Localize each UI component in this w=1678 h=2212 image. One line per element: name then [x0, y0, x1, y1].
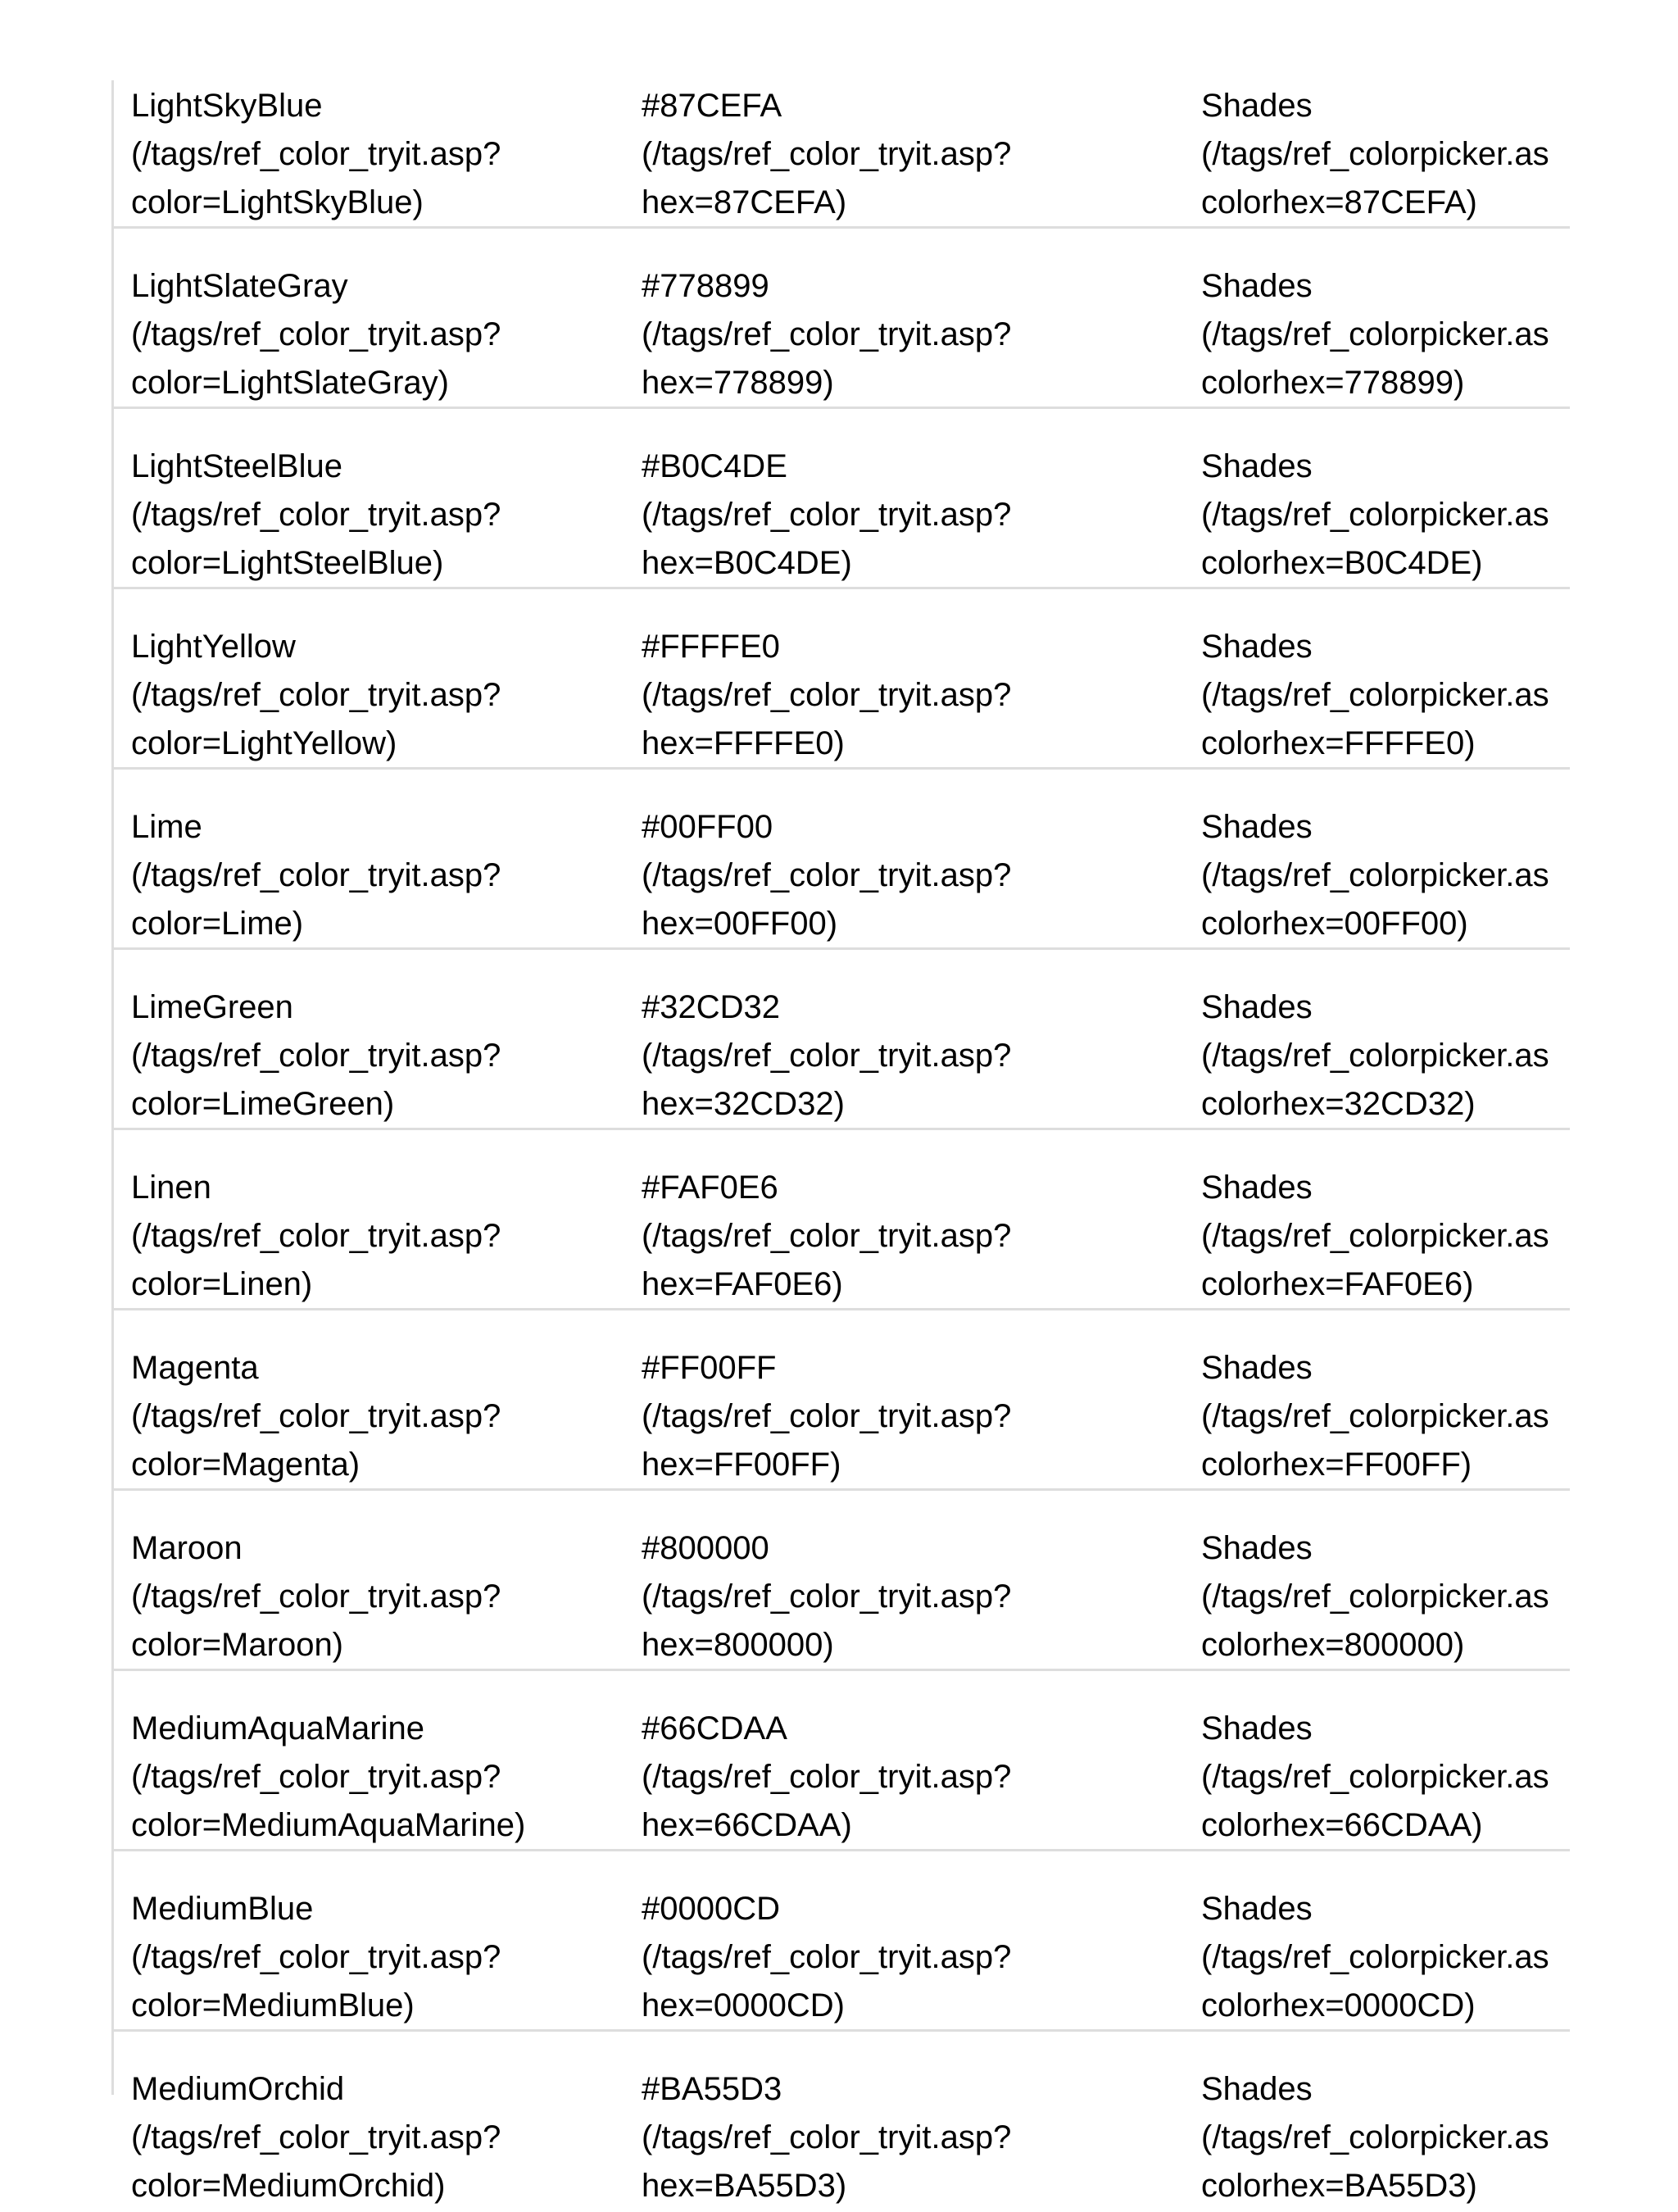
color-shades-link[interactable]: Shades (/tags/ref_colorpicker.as colorhex=66CDAA) [1201, 1710, 1549, 1843]
color-name-link[interactable]: Maroon (/tags/ref_color_tryit.asp? color=Maroon) [131, 1530, 501, 1663]
color-name-link[interactable]: MediumAquaMarine (/tags/ref_color_tryit.asp? color=MediumAquaMarine) [131, 1710, 526, 1843]
table-row [114, 1130, 1570, 1310]
table-row [114, 80, 1570, 229]
color-shades-link[interactable]: Shades (/tags/ref_colorpicker.as colorhex=FF00FF) [1201, 1350, 1549, 1483]
color-hex-link[interactable]: #0000CD (/tags/ref_color_tryit.asp? hex=0000CD) [642, 1891, 1012, 2024]
table-row [114, 589, 1570, 770]
color-hex-link[interactable]: #BA55D3 (/tags/ref_color_tryit.asp? hex=BA55D3) [642, 2071, 1012, 2204]
table-row [114, 2032, 1570, 2212]
color-name-link[interactable]: LimeGreen (/tags/ref_color_tryit.asp? color=LimeGreen) [131, 989, 501, 1122]
color-hex-link[interactable]: #B0C4DE (/tags/ref_color_tryit.asp? hex=B0C4DE) [642, 448, 1012, 581]
color-table-viewport [0, 80, 1570, 2204]
color-shades-link[interactable]: Shades (/tags/ref_colorpicker.as colorhex=778899) [1201, 268, 1549, 401]
color-name-link[interactable]: LightSteelBlue (/tags/ref_color_tryit.asp? color=LightSteelBlue) [131, 448, 501, 581]
table-row [114, 1851, 1570, 2032]
color-shades-link[interactable]: Shades (/tags/ref_colorpicker.as colorhex=00FF00) [1201, 809, 1549, 942]
color-name-link[interactable]: Magenta (/tags/ref_color_tryit.asp? color=Magenta) [131, 1350, 501, 1483]
table-row [114, 1671, 1570, 1851]
color-shades-link[interactable]: Shades (/tags/ref_colorpicker.as colorhex=FFFFE0) [1201, 629, 1549, 761]
color-table [114, 80, 1570, 2212]
color-shades-link[interactable]: Shades (/tags/ref_colorpicker.as colorhex=0000CD) [1201, 1891, 1549, 2024]
color-hex-link[interactable]: #800000 (/tags/ref_color_tryit.asp? hex=800000) [642, 1530, 1012, 1663]
color-name-link[interactable]: LightYellow (/tags/ref_color_tryit.asp? color=LightYellow) [131, 629, 501, 761]
table-row [114, 950, 1570, 1130]
color-name-link[interactable]: MediumOrchid (/tags/ref_color_tryit.asp? color=MediumOrchid) [131, 2071, 501, 2204]
color-shades-link[interactable]: Shades (/tags/ref_colorpicker.as colorhex=FAF0E6) [1201, 1170, 1549, 1302]
color-name-link[interactable]: Linen (/tags/ref_color_tryit.asp? color=Linen) [131, 1170, 501, 1302]
color-hex-link[interactable]: #FF00FF (/tags/ref_color_tryit.asp? hex=FF00FF) [642, 1350, 1012, 1483]
color-name-link[interactable]: Lime (/tags/ref_color_tryit.asp? color=Lime) [131, 809, 501, 942]
color-hex-link[interactable]: #32CD32 (/tags/ref_color_tryit.asp? hex=32CD32) [642, 989, 1012, 1122]
color-hex-link[interactable]: #FFFFE0 (/tags/ref_color_tryit.asp? hex=FFFFE0) [642, 629, 1012, 761]
color-hex-link[interactable]: #66CDAA (/tags/ref_color_tryit.asp? hex=66CDAA) [642, 1710, 1012, 1843]
color-name-link[interactable]: LightSkyBlue (/tags/ref_color_tryit.asp? color=LightSkyBlue) [131, 88, 501, 220]
color-shades-link[interactable]: Shades (/tags/ref_colorpicker.as colorhex=BA55D3) [1201, 2071, 1549, 2204]
color-shades-link[interactable]: Shades (/tags/ref_colorpicker.as colorhex=B0C4DE) [1201, 448, 1549, 581]
color-name-link[interactable]: MediumBlue (/tags/ref_color_tryit.asp? color=MediumBlue) [131, 1891, 501, 2024]
table-row [114, 409, 1570, 589]
color-shades-link[interactable]: Shades (/tags/ref_colorpicker.as colorhex=800000) [1201, 1530, 1549, 1663]
color-name-link[interactable]: LightSlateGray (/tags/ref_color_tryit.asp? color=LightSlateGray) [131, 268, 501, 401]
table-row [114, 229, 1570, 409]
color-shades-link[interactable]: Shades (/tags/ref_colorpicker.as colorhex=32CD32) [1201, 989, 1549, 1122]
color-hex-link[interactable]: #00FF00 (/tags/ref_color_tryit.asp? hex=00FF00) [642, 809, 1012, 942]
table-row [114, 1310, 1570, 1491]
table-row [114, 770, 1570, 950]
color-hex-link[interactable]: #FAF0E6 (/tags/ref_color_tryit.asp? hex=FAF0E6) [642, 1170, 1012, 1302]
color-hex-link[interactable]: #87CEFA (/tags/ref_color_tryit.asp? hex=87CEFA) [642, 88, 1012, 220]
color-hex-link[interactable]: #778899 (/tags/ref_color_tryit.asp? hex=778899) [642, 268, 1012, 401]
color-shades-link[interactable]: Shades (/tags/ref_colorpicker.as colorhex=87CEFA) [1201, 88, 1549, 220]
table-row [114, 1491, 1570, 1671]
